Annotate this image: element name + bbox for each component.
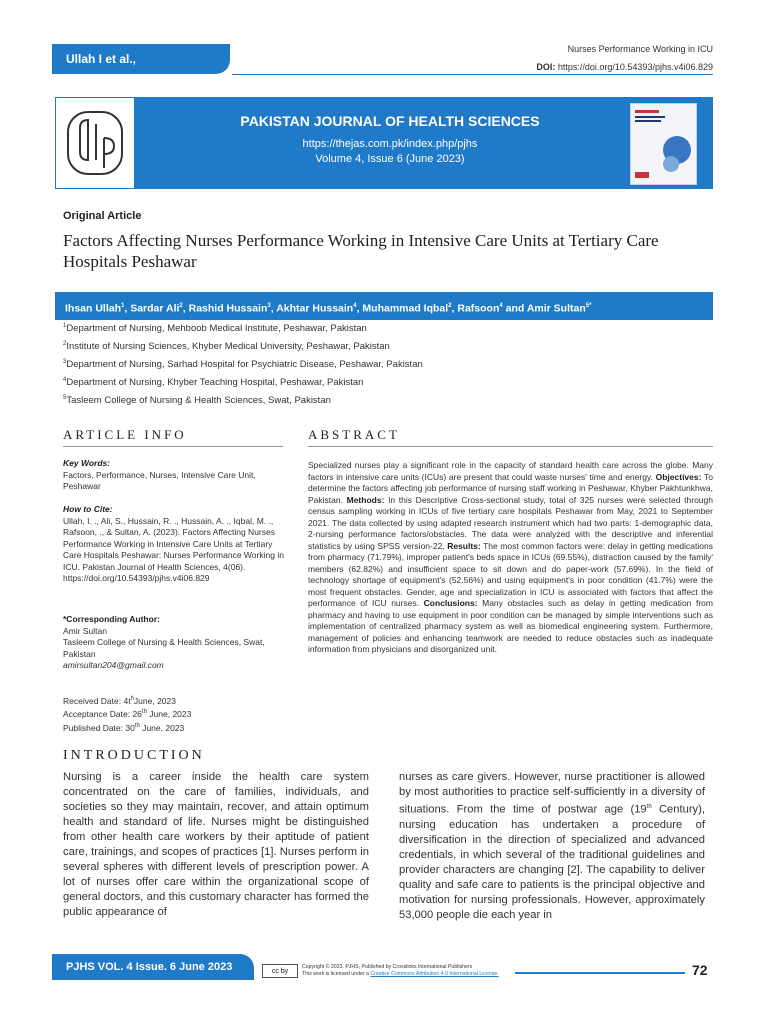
journal-title: PAKISTAN JOURNAL OF HEALTH SCIENCES [240, 113, 540, 129]
copyright-notice: Copyright © 2023. PJHS, Published by Crosslinks International Publishers This work is licensed under a Creative Commons Attribution 4.0 International License. [302, 964, 499, 977]
affiliation: $^3$Department of Nursing, Sarhad Hospital for Psychiatric Disease, Peshawar, Pakistan [63, 359, 423, 371]
keywords-block: Key Words: Factors, Performance, Nurses, Intensive Care Unit, Peshawar [63, 458, 256, 491]
author: Rashid Hussain [188, 302, 268, 315]
intro-column-left: Nursing is a career inside the health care system concentrated on the care of families, individuals, and societies so they may maintain, recover, and attain optimum health and standard of life. Nurses might be distinguished from other health care workers by their aptitude of patient care, trainings, and scopes of practices [1]. Nurses perform in several spheres with different levels of prescription power. A lot of nurses offer care within the organizational scope of general doctors, and this customary character has formed the public appearance of [63, 771, 369, 918]
footer-rule [515, 972, 685, 974]
author-running-head: Ullah I et al., [52, 44, 230, 74]
footer-volume-tab: PJHS VOL. 4 Issue. 6 June 2023 [52, 954, 254, 980]
article-type: Original Article [63, 210, 142, 222]
article-info-heading: ARTICLE INFO [63, 427, 187, 442]
page-number: 72 [692, 962, 708, 978]
dates-block: Received Date: $4t^hJune$, 2023 Acceptance Date: 26th June, 2023 Published Date: 30th June, 2023 [63, 695, 192, 733]
journal-cover-image [630, 103, 697, 185]
license-link[interactable]: Creative Commons Attribution 4.0 International License. [370, 971, 499, 977]
doi-link[interactable]: https://doi.org/10.54393/pjhs.v4i06.829 [557, 62, 713, 72]
corresponding-author-block: *Corresponding Author: Amir Sultan Tasleem College of Nursing & Health Sciences, Swat, Pakistan amirsultan204@gmail.com [63, 614, 265, 670]
authors-bar: Ihsan Ullah$^1$, Sardar Ali$^2$, Rashid Hussain$^3$, Akhtar Hussain$^4$, Muhammad Iqbal$^2$, Rafsoon$^4$ and Amir Sultan$^{5*}$ [55, 292, 713, 320]
abstract-body: Specialized nurses play a significant role in the capacity of standard health care across the globe. Many factors in intensive care units (ICUs) are present that could waste nurses' time and energy. Objectives: To determine the factors affecting job performance of nursing staff working in Peshawar, Khyber Pakhtunkhwa, Pakistan. Methods: In this Descriptive Cross-sectional study, total of 325 nurses were selected through census sampling working in ICUs of five tertiary care hospitals Peshawar from May, 2021 to September 2021. The data collected by using adapted research instrument which had two parts: 1-demographic data, 2-nursing performance factors/obstacles. The data were analyzed with the descriptive and inferential statistics by using SPSS version-22. Results: The most common factors were: delay in getting medications from pharmacy (71.79%), improper patient's beds space in ICUs (69.55%), distraction caused by the family' members (62.82%) and insufficient space to sit down and do paper-work (57.69%). In the field of technology shortage of equipment's (52.56%) and using equipment's in poor condition (41.7%) were the most frequent obstacles. Gender, age and specialization in ICU is associated with factors that affect the performance of ICU nurses. Conclusions: Many obstacles such as delay in getting medication from pharmacy and having to use equipment in poor condition can be managed by simple interventions such as implementation of centralized pharmacy system as well as biomedical engineering system. Furthermore, management of policies and enhancing teamwork are needed to reduce obstacles such as inadequate information from physicians and disorganized unit. [308, 460, 713, 654]
divider [63, 446, 283, 447]
affiliation: $^4$Department of Nursing, Khyber Teaching Hospital, Peshawar, Pakistan [63, 377, 364, 389]
cc-license-badge-icon: cc by [262, 964, 298, 978]
journal-logo [55, 97, 135, 189]
affiliation: $^1$Department of Nursing, Mehboob Medical Institute, Peshawar, Pakistan [63, 323, 367, 335]
affiliation: $^5$Tasleem College of Nursing & Health Sciences, Swat, Pakistan [63, 395, 331, 407]
how-to-cite-block: How to Cite: Ullah, I. ., Ali, S., Hussain, R. ., Hussain, A. ., Iqbal, M. ., Rafsoon, ., & Sultan, A. (2023). Factors Affecting Nurses Performance Working in Intensive Care Units at Tertiary Care Hospitals Peshawar: Nurses Performance Working in ICU. Pakistan Journal of Health Sciences, 4(06). https://doi.org/10.54393/pjhs.v4i06.829 [63, 504, 284, 583]
author-email[interactable]: amirsultan204@gmail.com [63, 660, 164, 670]
author: Rafsoon [457, 302, 500, 315]
journal-volume: Volume 4, Issue 6 (June 2023) [315, 153, 465, 165]
intro-column-right: nurses as care givers. However, nurse practitioner is allowed by most authorities to practice self-sufficiently in a diversity of situations. From the time of postwar age (19th Century), nursing education has undertaken a procedure of diversification in the direction of specialized and advanced credentials, in which several of the traditional guidelines and provider characters are changing [2]. The capability to deliver quality and safe care to patients is the principal objective and motivation for nursing professionals. However, approximately 53,000 people die each year in [399, 771, 705, 921]
affiliation: $^2$Institute of Nursing Sciences, Khyber Medical University, Peshawar, Pakistan [63, 341, 390, 353]
author: Sardar Ali [130, 302, 180, 315]
author: Akhtar Hussain [276, 302, 354, 315]
doi-line: DOI: https://doi.org/10.54393/pjhs.v4i06.829 [536, 62, 713, 72]
author: Amir Sultan [526, 302, 586, 315]
header-rule [232, 74, 713, 75]
running-title: Nurses Performance Working in ICU [567, 44, 713, 54]
clip-logo-icon [56, 98, 134, 188]
abstract-heading: ABSTRACT [308, 427, 400, 442]
article-title: Factors Affecting Nurses Performance Working in Intensive Care Units at Tertiary Care Hospitals Peshawar [63, 231, 659, 271]
author: Muhammad Iqbal [362, 302, 449, 315]
journal-url[interactable]: https://thejas.com.pk/index.php/pjhs [302, 138, 478, 150]
divider [308, 446, 713, 447]
introduction-heading: INTRODUCTION [63, 748, 213, 764]
author: Ihsan Ullah [65, 302, 122, 315]
